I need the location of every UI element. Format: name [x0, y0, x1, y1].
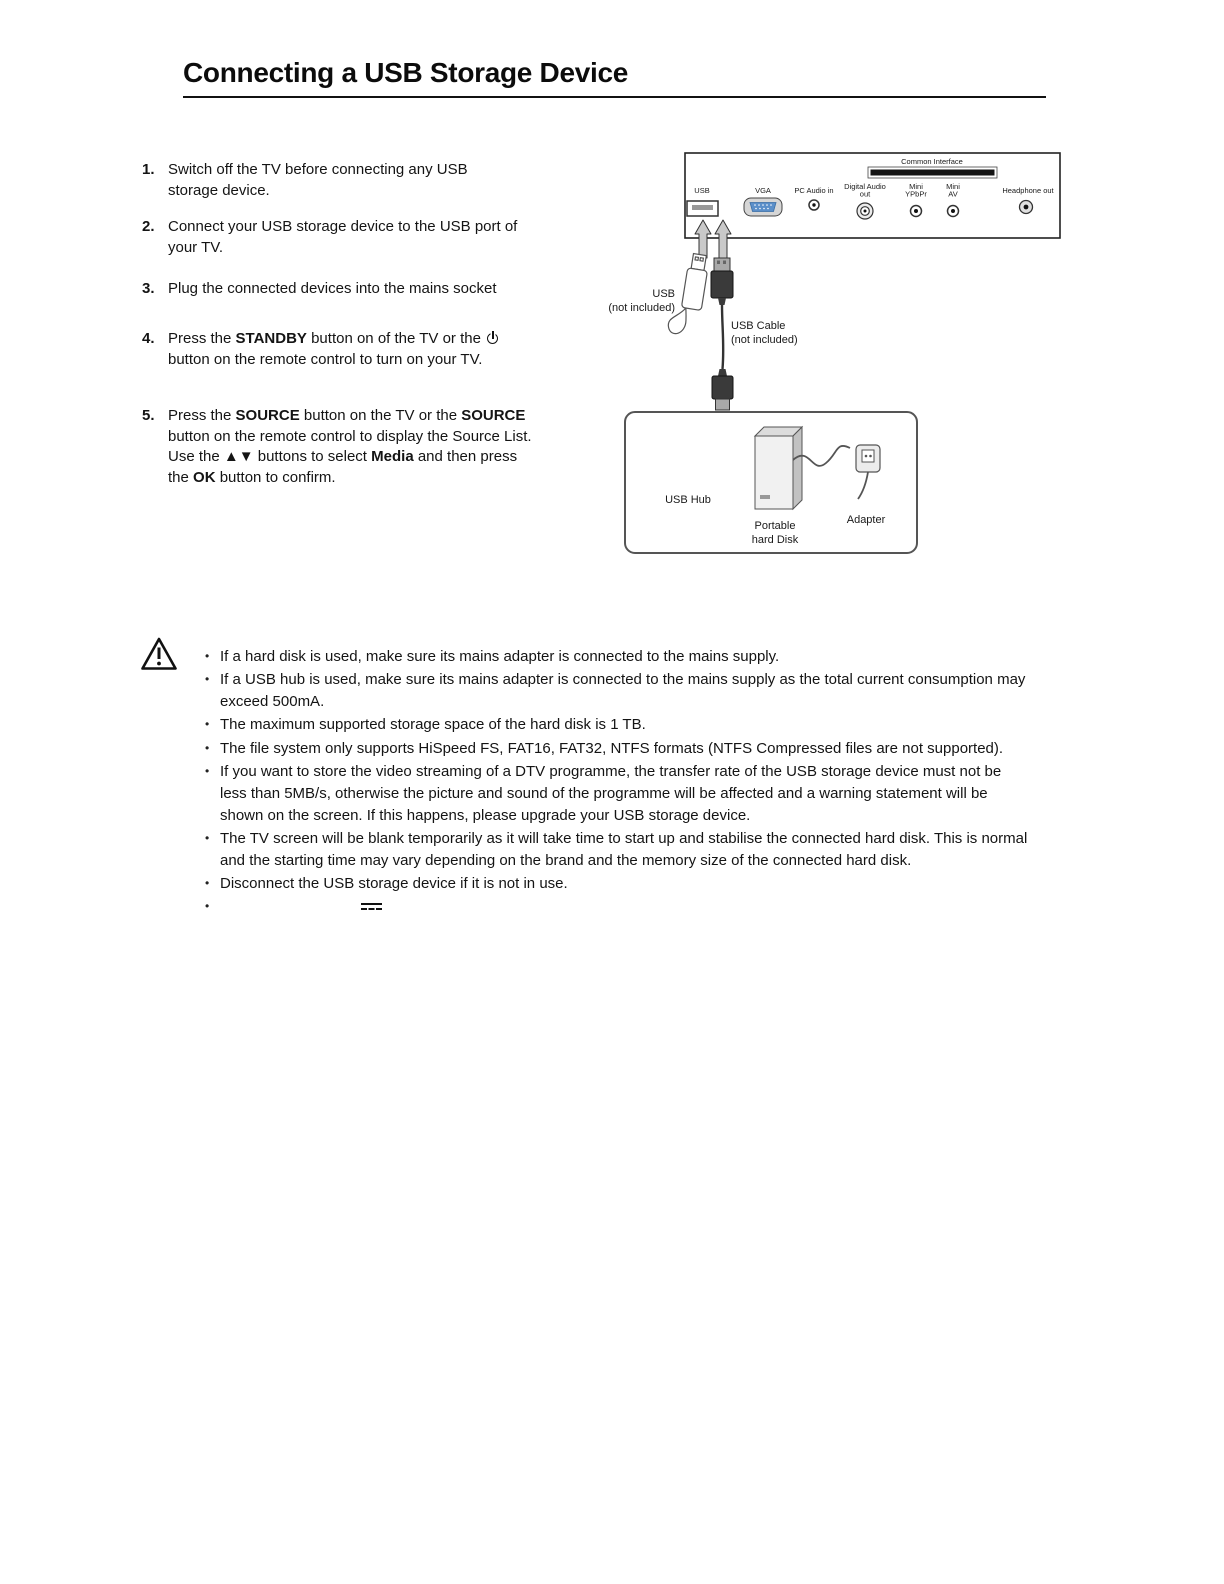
usb-cable-wire [722, 305, 723, 369]
mini-ypbpr-label: Mini [909, 182, 923, 191]
step-number: 1. [142, 161, 155, 178]
adapter-label: Adapter [846, 514, 886, 526]
note-text: If you want to store the video streaming of a DTV programme, the transfer rate of the USB storage device must not be less than 5MB/s, otherwise the picture and sound of the programme will be affected and a warning statement will be shown on the screen. If this happens, please upgrade your USB storage device. [220, 762, 1002, 824]
step-number: 5. [142, 407, 155, 424]
note-item [205, 738, 1031, 760]
bold-text: STANDBY [235, 330, 307, 347]
text: button on the TV or the [299, 407, 462, 424]
note-item [205, 828, 1031, 872]
digital-audio-out-jack [857, 203, 873, 219]
bullet: • [205, 672, 210, 687]
usb-port-label: USB [694, 186, 710, 195]
step-text [168, 279, 550, 300]
pc-audio-in-jack [809, 200, 819, 210]
portable-hard-disk [755, 427, 802, 509]
dc-symbol-icon [361, 903, 382, 918]
note-item [205, 714, 1031, 736]
usb-cable-connector-top [711, 258, 733, 305]
step-number: 3. [142, 280, 155, 297]
text: Switch off the TV before connecting any USB storage device. [168, 161, 468, 199]
vga-port [744, 198, 782, 216]
bold-text: ▲▼ [223, 448, 254, 465]
step-4 [142, 329, 534, 370]
step-2 [142, 217, 520, 258]
note-item [205, 873, 1031, 895]
step-text [168, 329, 534, 370]
step-number: 4. [142, 330, 155, 347]
step-5 [142, 406, 538, 488]
usb-cable-label: USB Cable [731, 320, 786, 332]
step-text [168, 406, 538, 488]
portable-hard-disk-label-2: hard Disk [751, 534, 799, 546]
tv-back-panel [685, 153, 1060, 238]
vga-port-label: VGA [755, 186, 771, 195]
common-interface-label: Common Interface [901, 157, 963, 166]
bullet: • [205, 763, 210, 778]
bold-text: SOURCE [461, 407, 526, 424]
text: Press the [168, 330, 236, 347]
note-item [205, 761, 1031, 826]
step-text [168, 217, 520, 258]
step-3 [142, 279, 550, 300]
text: button to confirm. [215, 468, 336, 486]
usb-not-included-label-2: (not included) [608, 302, 675, 314]
step-text [168, 160, 500, 201]
page-title: Connecting a USB Storage Device [183, 57, 629, 88]
usb-cable-label-2: (not included) [731, 334, 798, 346]
digital-audio-out-label: Digital Audio [844, 182, 886, 191]
note-text: Disconnect the USB storage device if it is not in use. [220, 874, 568, 892]
step-number: 2. [142, 218, 155, 235]
warning-icon [140, 636, 178, 672]
usb-hub-label: USB Hub [665, 494, 711, 506]
pc-audio-in-label: PC Audio in [794, 186, 834, 195]
mini-ypbpr-jack [911, 206, 922, 217]
note-text: The maximum supported storage space of the hard disk is 1 TB. [220, 716, 646, 734]
note-item [205, 669, 1031, 713]
note-text: The file system only supports HiSpeed FS, FAT16, FAT32, NTFS formats (NTFS Compressed files are not supported). [220, 739, 1004, 757]
usb-cable-connector-bottom [712, 369, 733, 410]
headphone-out-jack [1020, 201, 1033, 214]
note-text: If a hard disk is used, make sure its mains adapter is connected to the mains supply. [220, 648, 780, 665]
text: Press the [168, 407, 236, 424]
step-1 [142, 160, 500, 201]
text: button on of the TV or the [306, 330, 486, 347]
usb-port [687, 201, 718, 216]
headphone-out-label: Headphone out [1002, 186, 1054, 195]
bold-text: OK [193, 468, 216, 486]
bullet: • [205, 740, 210, 755]
note-item-dc [205, 896, 1031, 918]
title-underline [183, 96, 1046, 98]
connection-diagram [598, 145, 1073, 565]
notes-list [205, 646, 1031, 920]
mini-av-label: Mini [946, 182, 960, 191]
bullet: • [205, 649, 210, 663]
text: button on the remote control to turn on your TV. [168, 350, 483, 368]
mini-av-jack [948, 206, 959, 217]
text: Connect your USB storage device to the USB port of your TV. [168, 218, 518, 256]
bullet: • [205, 875, 210, 890]
power-icon [487, 333, 498, 344]
bold-text: Media [371, 448, 414, 465]
text: and then press the [168, 448, 518, 486]
bullet: • [205, 899, 210, 914]
text: button on the remote control to display the Source List. Use the [168, 427, 532, 465]
mini-ypbpr-label-2: YPbPr [905, 189, 927, 199]
note-text: The TV screen will be blank temporarily as it will take time to start up and stabilise the connected hard disk. This is normal and the starting time may vary depending on the brand and the memory size of the connected hard disk. [220, 829, 1028, 869]
portable-hard-disk-label: Portable [754, 520, 796, 532]
text: buttons to select [253, 448, 372, 465]
bullet: • [205, 830, 210, 845]
bullet: • [205, 717, 210, 732]
bold-text: SOURCE [235, 407, 300, 424]
digital-audio-out-label-2: out [859, 189, 871, 199]
note-item [205, 646, 1031, 668]
note-text: If a USB hub is used, make sure its mains adapter is connected to the mains supply as the total current consumption may exceed 500mA. [220, 671, 1026, 711]
text: Plug the connected devices into the mains socket [168, 280, 497, 297]
mini-av-label-2: AV [948, 189, 958, 199]
usb-not-included-label: USB [652, 288, 675, 300]
